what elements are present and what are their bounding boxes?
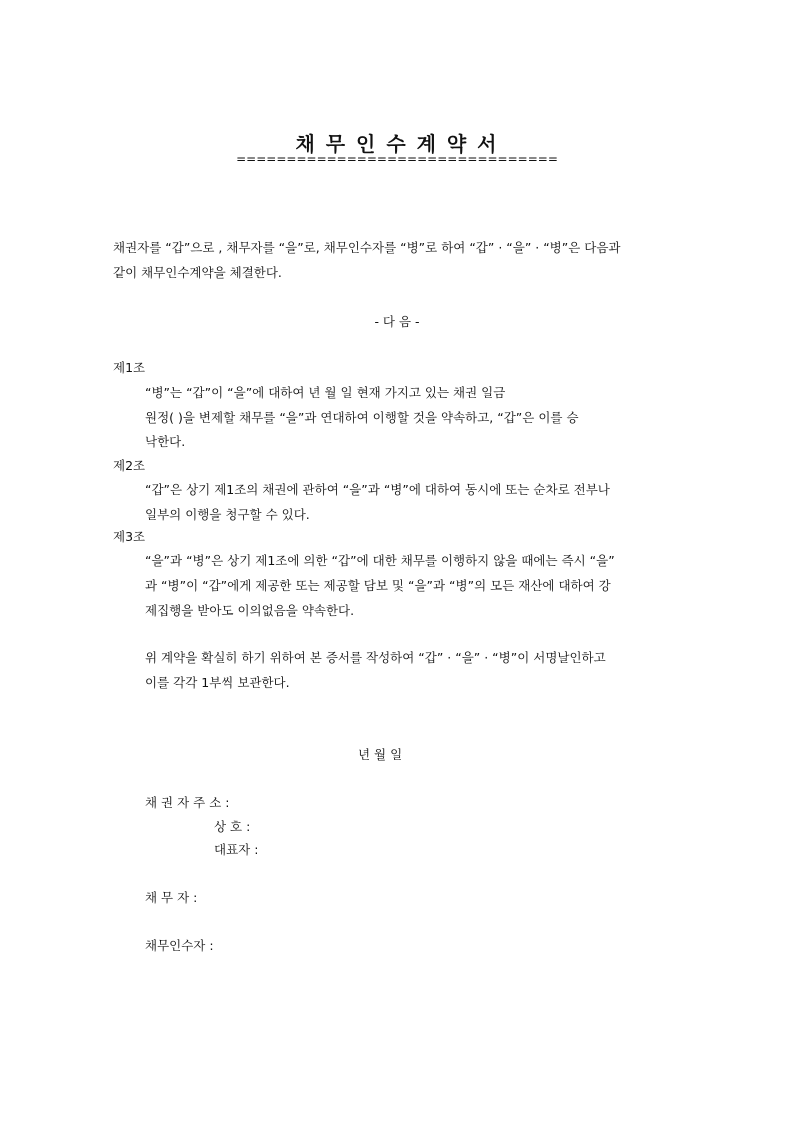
- article-2-line-1: “갑”은 상기 제1조의 채권에 관하여 “을”과 “병”에 대하여 동시에 또는 순차로 전부나: [145, 482, 610, 497]
- debtor-label: 채 무 자 :: [145, 890, 198, 905]
- article-3-heading: 제3조: [113, 529, 146, 544]
- article-3-line-1: “을”과 “병”은 상기 제1조에 의한 “갑”에 대한 채무를 이행하지 않을 때에는 즉시 “을”: [145, 553, 615, 568]
- intro-line-1: 채권자를 “갑”으로 , 채무자를 “을”로, 채무인수자를 “병”로 하여 “갑” · “을” · “병”은 다음과: [113, 240, 621, 255]
- document-title: 채 무 인 수 계 약 서: [295, 132, 499, 156]
- creditor-address-label: 채 권 자 주 소 :: [145, 795, 230, 810]
- closing-line-1: 위 계약을 확실히 하기 위하여 본 증서를 작성하여 “갑” · “을” · “병”이 서명날인하고: [145, 650, 606, 665]
- article-3-line-2: 과 “병”이 “갑”에게 제공한 또는 제공할 담보 및 “을”과 “병”의 모든 재산에 대하여 강: [145, 578, 611, 593]
- representative-label: 대표자 :: [214, 842, 259, 857]
- article-2-heading: 제2조: [113, 458, 146, 473]
- article-1-line-1: “병”는 “갑”이 “을”에 대하여 년 월 일 현재 가지고 있는 채권 일금: [145, 385, 506, 400]
- title-underline: ================================: [236, 152, 558, 166]
- article-1-heading: 제1조: [113, 360, 146, 375]
- article-3-line-3: 제집행을 받아도 이의없음을 약속한다.: [145, 603, 355, 618]
- article-2-line-2: 일부의 이행을 청구할 수 있다.: [145, 507, 310, 522]
- assumer-label: 채무인수자 :: [145, 938, 214, 953]
- article-1-line-3: 낙한다.: [145, 434, 186, 449]
- trade-name-label: 상 호 :: [214, 819, 251, 834]
- closing-line-2: 이를 각각 1부씩 보관한다.: [145, 675, 290, 690]
- article-1-line-2: 원정( )을 변제할 채무를 “을”과 연대하여 이행할 것을 약속하고, “갑”은 이를 승: [145, 410, 579, 425]
- date-line: 년 월 일: [358, 747, 403, 762]
- dagum-heading: - 다 음 -: [374, 314, 420, 329]
- intro-line-2: 같이 채무인수계약을 체결한다.: [113, 265, 282, 280]
